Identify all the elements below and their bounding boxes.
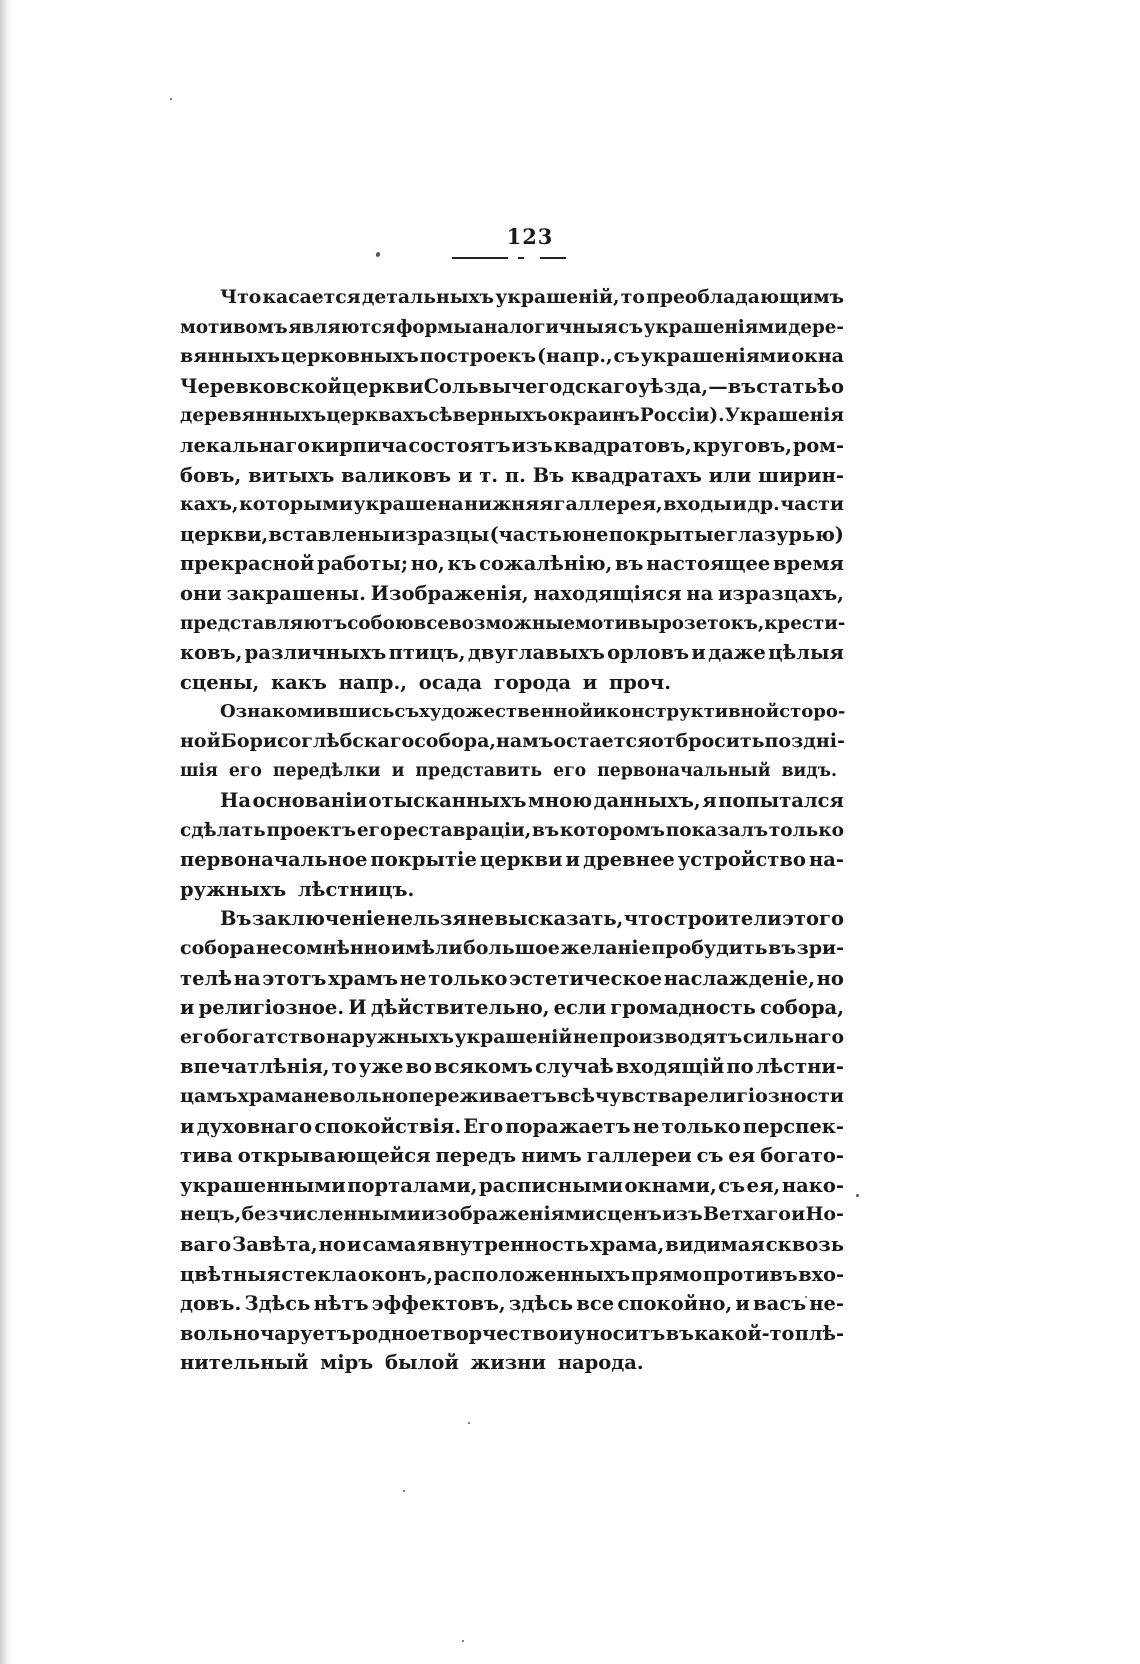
text-line: Черевковской церкви Сольвычегодскаго уѣзда, — въ статьѣ о <box>180 374 844 398</box>
print-speck <box>468 1422 470 1424</box>
print-speck <box>403 1490 405 1492</box>
text-line: вянныхъ церковныхъ построекъ (напр., съ украшеніями окна <box>180 345 844 368</box>
text-line: Ознакомившись съ художественной и конструктивной сторо- <box>220 701 846 723</box>
text-line: сдѣлать проектъ его реставраціи, въ которомъ показалъ только <box>180 819 844 841</box>
print-speck <box>375 251 381 257</box>
text-line: кахъ, которыми украшена нижняя галлерея, входы и др. части <box>180 493 844 516</box>
text-line: сцены, какъ напр., осада города и проч. <box>180 670 671 694</box>
text-line: и религіозное. И дѣйствительно, если громадность собора, <box>180 996 844 1020</box>
text-line: тива открывающейся передъ нимъ галлереи съ ея богато- <box>180 1144 844 1168</box>
text-line: цамъ храма невольно переживаетъ всѣ чувства религіозности <box>180 1085 844 1108</box>
text-line: украшенными порталами, расписными окнами, съ ея, нако- <box>180 1173 844 1197</box>
text-line: лекальнаго кирпича состоятъ изъ квадратовъ, круговъ, ром- <box>180 433 844 457</box>
text-line: ружныхъ лѣстницъ. <box>180 877 415 901</box>
text-line: телѣ на этотъ храмъ не только эстетическое наслажденіе, но <box>180 966 844 990</box>
paragraph <box>180 697 844 786</box>
body-text <box>180 283 844 1378</box>
page-number: 123 <box>506 224 554 249</box>
text-line: шія его передѣлки и представить его первоначальный видъ. <box>180 760 838 781</box>
text-line: его богатство наружныхъ украшеній не производятъ сильнаго <box>180 1025 844 1048</box>
text-line: ваго Завѣта, но и самая внутренность храма, видимая сквозь <box>180 1233 844 1256</box>
text-line: они закрашены. Изображенія, находящіяся на изразцахъ, <box>180 581 844 605</box>
text-line: бовъ, витыхъ валиковъ и т. п. Въ квадратахъ или ширин- <box>180 463 844 487</box>
text-line: вольно чаруетъ родное творчество и уноситъ въ какой-то плѣ- <box>180 1321 844 1345</box>
text-line: и духовнаго спокойствія. Его поражаетъ не только перспек- <box>180 1114 844 1138</box>
page-binding-edge <box>0 0 12 1664</box>
print-speck <box>462 1640 464 1642</box>
text-line: ковъ, различныхъ птицъ, двуглавыхъ орловъ и даже цѣлыя <box>180 641 844 665</box>
paragraph <box>180 904 844 1378</box>
header-rule-left <box>452 257 508 259</box>
text-line: нецъ, безчисленными изображеніями сценъ изъ Ветхаго и Но- <box>180 1203 844 1226</box>
text-line: цвѣтныя стекла оконъ, расположенныхъ прямо противъ вхо- <box>180 1262 844 1286</box>
print-speck <box>170 98 172 100</box>
text-line: деревянныхъ церквахъ сѣверныхъ окраинъ Россіи). Украшенія <box>180 405 844 427</box>
paragraph <box>180 283 844 697</box>
text-line: прекрасной работы; но, къ сожалѣнію, въ настоящее время <box>180 552 844 576</box>
text-line: первоначальное покрытіе церкви и древнее устройство на- <box>180 848 844 872</box>
header-rule-dot <box>518 257 524 259</box>
text-line: Въ заключеніе нельзя не высказать, что строители этого <box>220 907 844 931</box>
text-line: нительный міръ былой жизни народа. <box>180 1351 644 1375</box>
text-line: представляютъ собою всевозможные мотивы розетокъ, крести- <box>180 612 846 634</box>
text-line: впечатлѣнія, то уже во всякомъ случаѣ входящій по лѣстни- <box>180 1055 844 1079</box>
header-rule-right <box>540 257 566 259</box>
text-line: ной Борисоглѣбскаго собора, намъ остается отбросить поздні- <box>180 729 845 752</box>
text-line: церкви, вставлены изразцы (частью не покрытые глазурью) <box>180 522 844 546</box>
text-line: мотивомъ являются формы аналогичныя съ украшеніями дере- <box>180 316 844 338</box>
paragraph <box>180 786 844 904</box>
text-line: довъ. Здѣсь нѣтъ эффектовъ, здѣсь все спокойно, и васъ не- <box>180 1292 844 1316</box>
print-speck <box>856 1194 859 1197</box>
text-line: собора несомнѣнно имѣли большое желаніе пробудить въ зри- <box>180 937 844 960</box>
text-line: Что касается детальныхъ украшеній, то преобладающимъ <box>220 286 844 308</box>
text-line: На основаніи отысканныхъ мною данныхъ, я попытался <box>220 789 844 813</box>
